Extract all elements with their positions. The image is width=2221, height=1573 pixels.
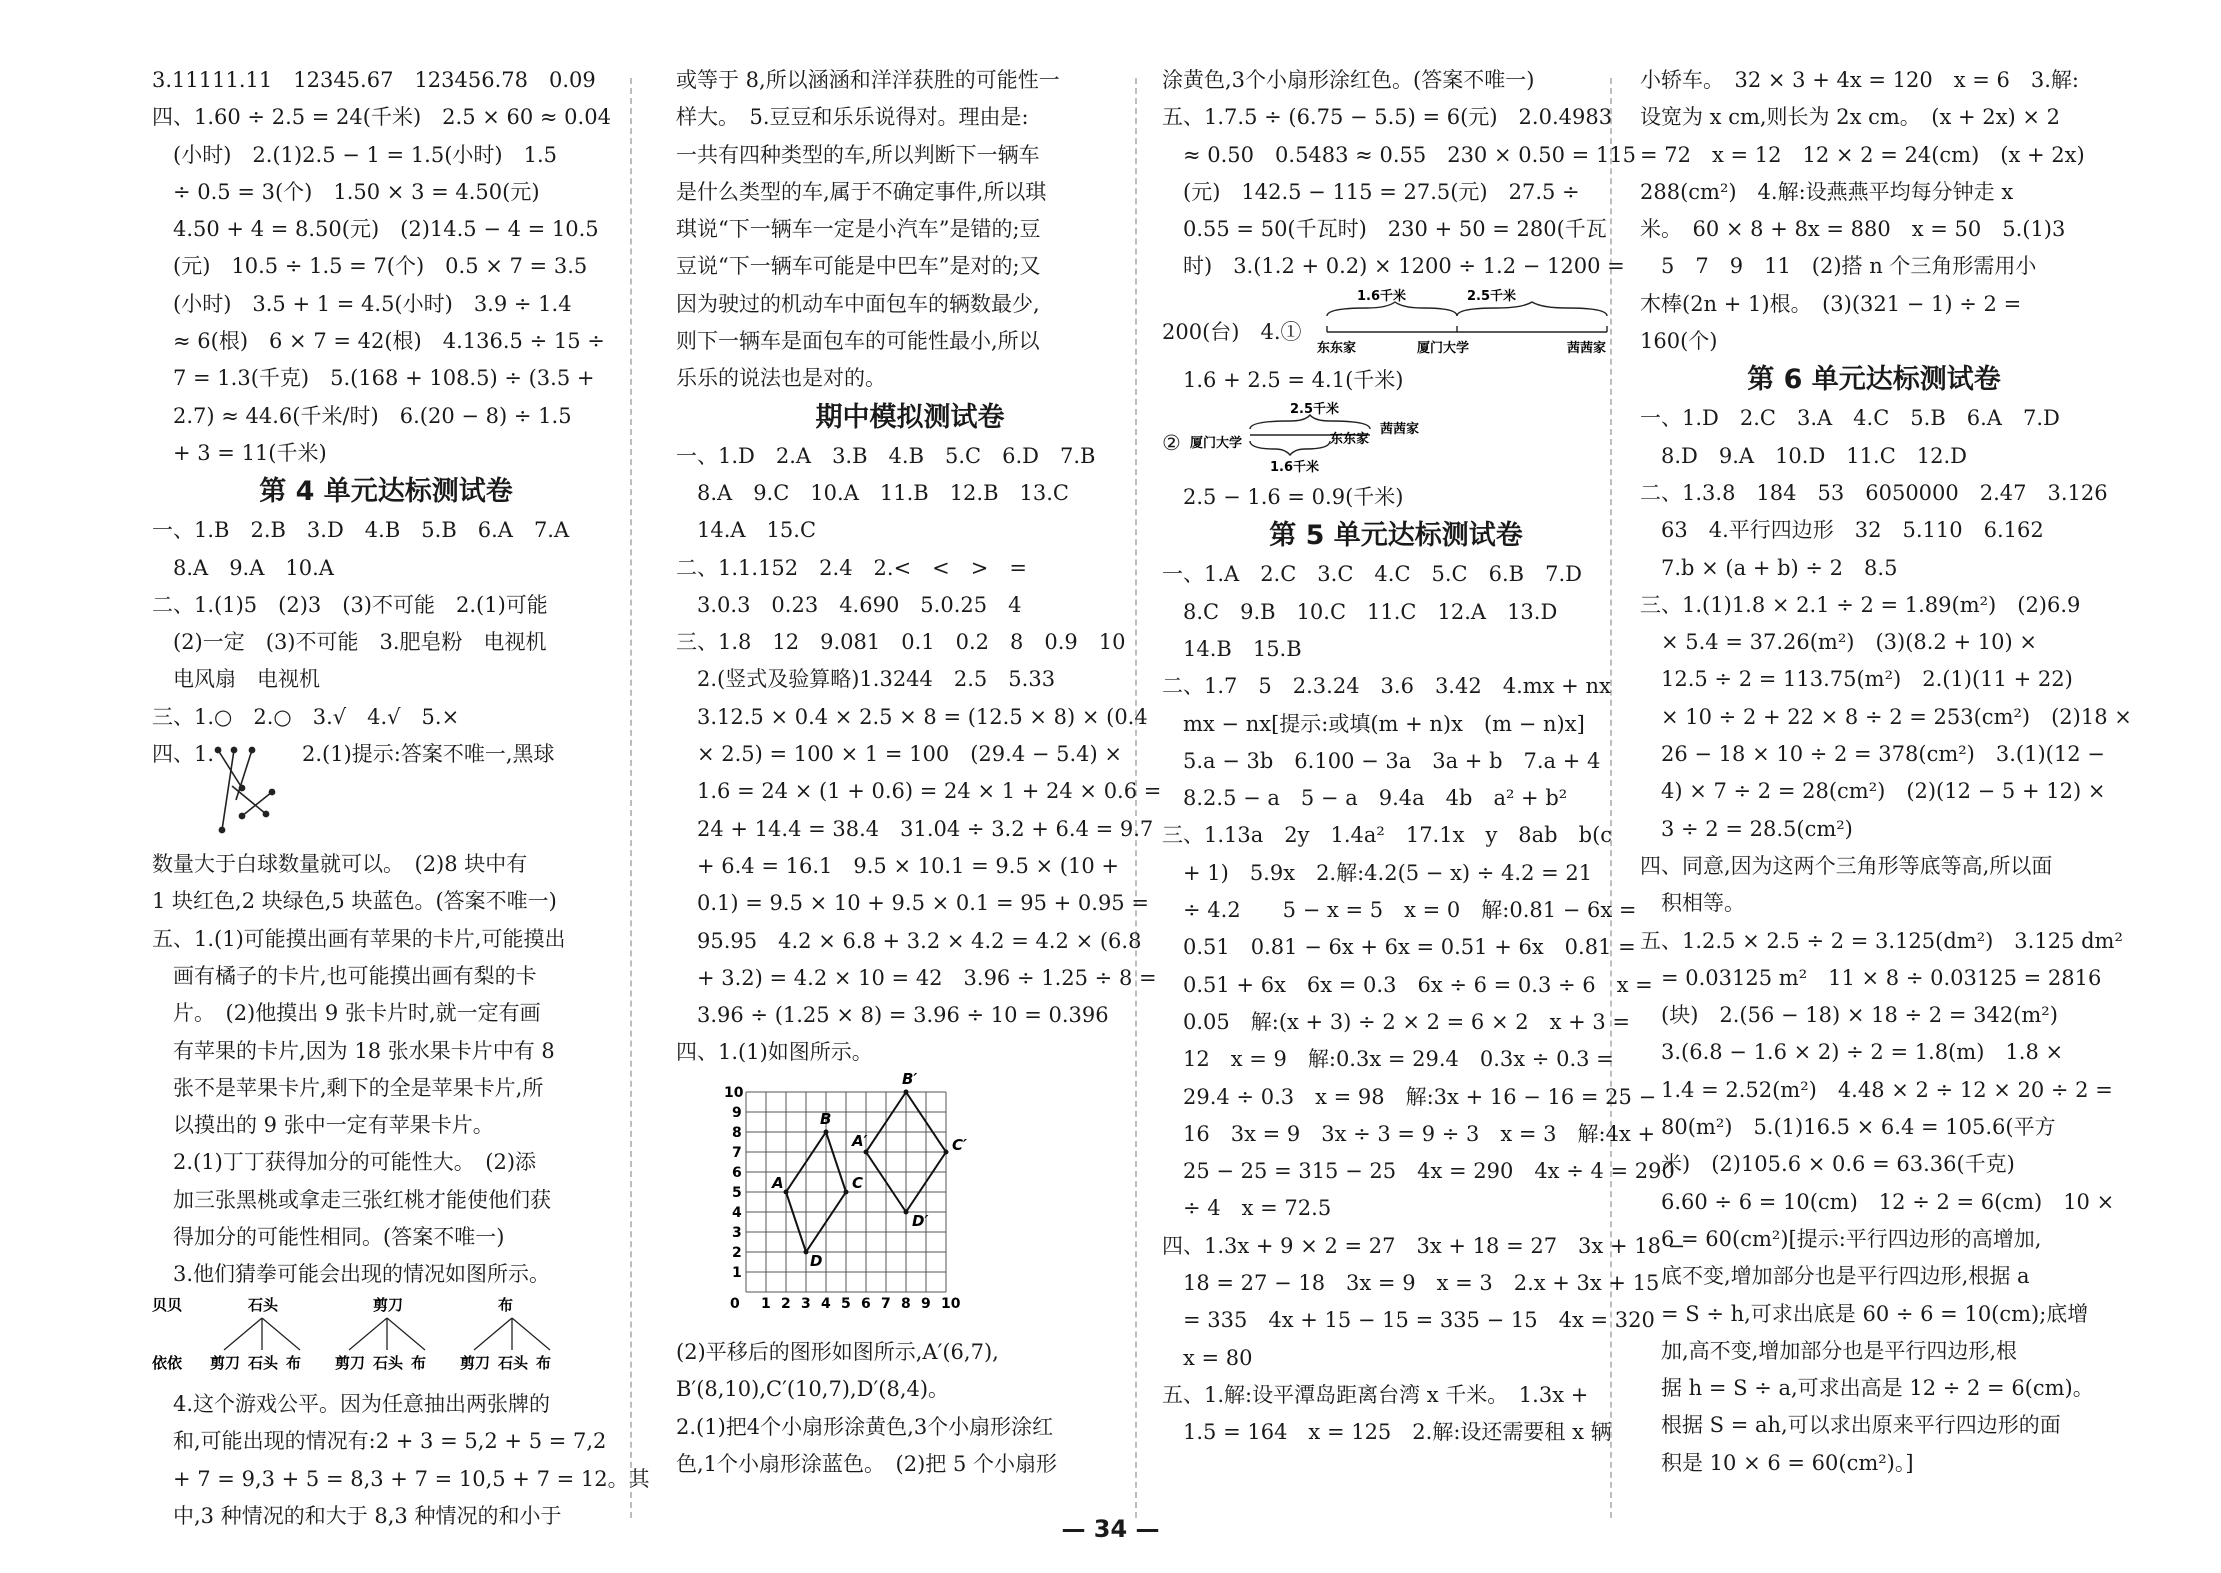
text-line: 1.4 = 2.52(m²) 4.48 × 2 ÷ 12 × 20 ÷ 2 = [1640,1077,2113,1102]
place-label: 厦门大学 [1417,340,1470,356]
text-line: 6 = 60(cm²)[提示:平行四边形的高增加, [1640,1226,2042,1251]
text-line: (小时) 3.5 + 1 = 4.5(小时) 3.9 ÷ 1.4 [152,291,572,316]
place-label: 东东家 [1330,432,1370,448]
tree-node: 石头 [248,1295,279,1314]
tree-leaf: 石头 [248,1353,279,1372]
text-line: 18 = 27 − 18 3x = 9 x = 3 2.x + 3x + 15 [1162,1271,1660,1296]
tree-branch [224,1318,262,1350]
line-group [676,438,1162,1072]
text-line: 8.A 9.C 10.A 11.B 12.B 13.C [676,480,1069,505]
x-tick-label: 1 [761,1295,771,1312]
answer-column-4 [1640,62,2132,1482]
text-line: 得加分的可能性相同。(答案不唯一) [152,1225,505,1250]
text-line: 数量大于白球数量就可以。 (2)8 块中有 [152,852,528,877]
text-line: (块) 2.(56 − 18) × 18 ÷ 2 = 342(m²) [1640,1003,2058,1028]
text-line: 1.5 = 164 x = 125 2.解:设还需要租 x 辆 [1162,1420,1612,1445]
text-line: (2)平移后的图形如图所示,A′(6,7), [676,1340,999,1365]
text-line: 二、1.3.8 184 53 6050000 2.47 3.126 [1640,480,2108,505]
text-line: 0.51 + 6x 6x = 0.3 6x ÷ 6 = 0.3 ÷ 6 x = [1162,972,1653,997]
page-number: — 34 — [1061,1515,1160,1543]
text-line: 0.55 = 50(千瓦时) 230 + 50 = 280(千瓦 [1162,217,1607,242]
text-line: 小轿车。 32 × 3 + 4x = 120 x = 6 3.解: [1640,68,2079,92]
line-group [152,512,620,736]
text-line: = 0.03125 m² 11 × 8 ÷ 0.03125 = 2816 [1640,965,2102,990]
tree-branch [349,1318,387,1350]
text-line: (小时) 2.(1)2.5 − 1 = 1.5(小时) 1.5 [152,142,557,167]
text-line: 或等于 8,所以涵涵和洋洋获胜的可能性一 [676,68,1060,92]
y-tick-label: 2 [732,1244,742,1261]
y-tick-label: 0 [730,1295,740,1312]
text-line: 四、1.60 ÷ 2.5 = 24(千米) 2.5 × 60 ≈ 0.04 [152,105,611,130]
text-line: 色,1个小扇形涂蓝色。 (2)把 5 个小扇形 [676,1451,1057,1476]
section-title-unit5: 第 5 单元达标测试卷 [1269,520,1523,552]
text-line: = 335 4x + 15 − 15 = 335 − 15 4x = 320 [1162,1308,1655,1333]
text-line: 五、1.2.5 × 2.5 ÷ 2 = 3.125(dm²) 3.125 dm² [1640,928,2123,953]
text-line: 一、1.A 2.C 3.C 4.C 5.C 6.B 7.D [1162,562,1582,587]
text-line: 底不变,增加部分也是平行四边形,根据 a [1640,1264,2030,1289]
text-line: ≈ 0.50 0.5483 ≈ 0.55 230 × 0.50 = 115 [1162,142,1637,167]
text-line: 以摸出的 9 张中一定有苹果卡片。 [152,1113,494,1138]
text-line: 加三张黑桃或拿走三张红桃才能使他们获 [152,1187,551,1212]
text-line: 7.b × (a + b) ÷ 2 8.5 [1640,555,1898,580]
text-line: 时) 3.(1.2 + 0.2) × 1200 ÷ 1.2 − 1200 = [1162,254,1625,279]
x-tick-label: 2 [781,1295,791,1312]
text-line: 加,高不变,增加部分也是平行四边形,根 [1640,1338,2018,1363]
text-line: 2.(1)把4个小扇形涂黄色,3个小扇形涂红 [676,1414,1054,1439]
tree-leaf: 石头 [373,1353,404,1372]
x-tick-label: 5 [841,1295,851,1312]
text-line: + 3 = 11(千米) [152,440,327,465]
text-line: 6.60 ÷ 6 = 10(cm) 12 ÷ 2 = 6(cm) 10 × [1640,1189,2115,1214]
x-tick-label: 10 [941,1295,961,1312]
text-line: mx − nx[提示:或填(m + n)x (m − n)x] [1162,711,1585,736]
text-line: 五、1.(1)可能摸出画有苹果的卡片,可能摸出 [152,926,566,951]
text-line: 五、1.7.5 ÷ (6.75 − 5.5) = 6(元) 2.0.4983 [1162,105,1613,130]
text-line: (元) 142.5 − 115 = 27.5(元) 27.5 ÷ [1162,179,1580,204]
text-line: 一、1.D 2.A 3.B 4.B 5.C 6.D 7.B [676,443,1096,468]
text-line: 5 7 9 11 (2)搭 n 个三角形需用小 [1640,254,2037,279]
text-line: + 6.4 = 16.1 9.5 × 10.1 = 9.5 × (10 + [676,853,1119,878]
text-line: × 2.5) = 100 × 1 = 100 (29.4 − 5.4) × [676,742,1122,767]
text-line: 14.B 15.B [1162,636,1302,661]
text-line: = 72 x = 12 12 × 2 = 24(cm) (x + 2x) [1640,142,2085,167]
text-line: 3.(6.8 − 1.6 × 2) ÷ 2 = 1.8(m) 1.8 × [1640,1040,2064,1065]
text-line: ÷ 4 x = 72.5 [1162,1196,1332,1221]
text-line: 5.a − 3b 6.100 − 3a 3a + b 7.a + 4 [1162,748,1601,773]
tree-leaf: 剪刀 [210,1353,241,1372]
text-line: 五、1.解:设平潭岛距离台湾 x 千米。 1.3x + [1162,1382,1589,1407]
text-line: 12.5 ÷ 2 = 113.75(m²) 2.(1)(11 + 22) [1640,667,2073,692]
answer-column-1 [152,62,650,1535]
column-divider [630,78,632,1518]
text-line: 2.5 − 1.6 = 0.9(千米) [1162,485,1404,510]
tree-branch [262,1318,300,1350]
text-line: 四、1.(1)如图所示。 [676,1040,873,1065]
section-title-unit6: 第 6 单元达标测试卷 [1747,364,2001,396]
text-line: 3.12.5 × 0.4 × 2.5 × 8 = (12.5 × 8) × (0.4 [676,704,1148,729]
tree-bottom-label: 依依 [152,1353,183,1372]
text-line: (元) 10.5 ÷ 1.5 = 7(个) 0.5 × 7 = 3.5 [152,254,588,279]
place-label: 茜茜家 [1380,422,1420,438]
text-line: 1.6 = 24 × (1 + 0.6) = 24 × 1 + 24 × 0.6 = [676,779,1162,804]
x-tick-label: 4 [821,1295,831,1312]
text-line: x = 80 [1162,1345,1253,1370]
fig2-prefix: ② [1162,431,1181,456]
text-line: 3.0.3 0.23 4.690 5.0.25 4 [676,592,1022,617]
text-line: 画有橘子的卡片,也可能摸出画有梨的卡 [152,963,537,988]
route-figure-2 [1162,399,1630,479]
text-line: × 10 ÷ 2 + 22 × 8 ÷ 2 = 253(cm²) (2)18 × [1640,704,2132,729]
line-group [1162,62,1637,286]
text-line: 80(m²) 5.(1)16.5 × 6.4 = 105.6(平方 [1640,1115,2056,1140]
y-tick-label: 7 [732,1144,742,1161]
q4-label: 四、1. [152,742,215,767]
tree-branch [474,1318,512,1350]
tree-top-label: 贝贝 [152,1295,183,1314]
text-line: 16 3x = 9 3x ÷ 3 = 9 ÷ 3 x = 3 解:4x + [1162,1121,1656,1146]
text-line: 三、1.○ 2.○ 3.√ 4.√ 5.× [152,704,460,729]
text-line: 中,3 种情况的和大于 8,3 种情况的和小于 [152,1503,562,1528]
y-tick-label: 3 [732,1224,742,1241]
line-group [676,62,1144,398]
text-line: 张不是苹果卡片,剩下的全是苹果卡片,所 [152,1075,544,1100]
text-line: 涂黄色,3个小扇形涂红色。(答案不唯一) [1162,68,1535,92]
text-line: 2.(1)丁丁获得加分的可能性大。 (2)添 [152,1150,537,1175]
text-line: 根据 S = ah,可以求出原来平行四边形的面 [1640,1413,2061,1438]
line-group [152,846,620,1294]
text-line: 24 + 14.4 = 38.4 31.04 ÷ 3.2 + 6.4 = 9.7 [676,816,1154,841]
vertex-label: B′ [902,1071,918,1088]
text-line: 4.这个游戏公平。因为任意抽出两张牌的 [152,1391,551,1416]
text-line: 豆说“下一辆车可能是中巴车”是对的;又 [676,254,1041,279]
text-line: 3 ÷ 2 = 28.5(cm²) [1640,816,1853,841]
text-line: 片。 (2)他摸出 9 张卡片时,就一定有画 [152,1001,541,1026]
text-line: 二、1.7 5 2.3.24 3.6 3.42 4.mx + nx [1162,674,1611,699]
text-line: 7 = 1.3(千克) 5.(168 + 108.5) ÷ (3.5 + [152,366,595,391]
text-line: 米) (2)105.6 × 0.6 = 63.36(千克) [1640,1152,2015,1177]
text-line: 积相等。 [1640,891,1745,916]
text-line: 4.50 + 4 = 8.50(元) (2)14.5 − 4 = 10.5 [152,217,599,242]
section-title-midterm: 期中模拟测试卷 [815,401,1005,433]
text-line: 琪说“下一辆车一定是小汽车”是错的;豆 [676,217,1041,242]
text-line: 8.D 9.A 10.D 11.C 12.D [1640,443,1968,468]
fig1-prefix: 200(台) 4.① [1162,319,1302,344]
vertex-label: C′ [952,1135,967,1154]
text-line: 29.4 ÷ 0.3 x = 98 解:3x + 16 − 16 = 25 − [1162,1084,1657,1109]
distance-label: 1.6千米 [1357,288,1407,304]
vertex-label: D′ [912,1211,929,1230]
text-line: 一、1.D 2.C 3.A 4.C 5.B 6.A 7.D [1640,406,2060,431]
vertex-point [824,1129,829,1134]
vertex-point [904,1089,909,1094]
tree-branch [512,1318,550,1350]
vertex-point [904,1209,909,1214]
vertex-point [804,1249,809,1254]
line-group [1640,62,2108,360]
q4-block [152,736,620,846]
text-line: 木棒(2n + 1)根。 (3)(321 − 1) ÷ 2 = [1640,291,2022,316]
y-tick-label: 8 [732,1124,742,1141]
text-line: 4) × 7 ÷ 2 = 28(cm²) (2)(12 − 5 + 12) × [1640,779,2106,804]
route-figure-1 [1162,286,1630,362]
text-line: 63 4.平行四边形 32 5.110 6.162 [1640,518,2044,543]
text-line: 25 − 25 = 315 − 25 4x = 290 4x ÷ 4 = 290 [1162,1159,1675,1184]
text-line: 电风扇 电视机 [152,667,320,692]
vertex-label: A′ [852,1131,868,1150]
text-line: 2.7) ≈ 44.6(千米/时) 6.(20 − 8) ÷ 1.5 [152,403,572,428]
y-tick-label: 1 [732,1264,742,1281]
text-line: 一、1.B 2.B 3.D 4.B 5.B 6.A 7.A [152,518,570,543]
tree-leaf: 布 [411,1353,427,1372]
matching-lines-figure [212,744,282,836]
text-line: 样大。 5.豆豆和乐乐说得对。理由是: [676,105,1029,130]
place-label: 厦门大学 [1190,436,1243,452]
tree-leaf: 剪刀 [460,1353,491,1372]
distance-label: 2.5千米 [1467,288,1517,304]
text-line: 160(个) [1640,329,1718,354]
text-line: 0.1) = 9.5 × 10 + 9.5 × 0.1 = 95 + 0.95 = [676,891,1149,916]
y-tick-label: 10 [724,1084,744,1101]
tree-leaf: 石头 [498,1353,529,1372]
x-tick-label: 6 [861,1295,871,1312]
text-line: 三、1.8 12 9.081 0.1 0.2 8 0.9 10 [676,630,1126,655]
text-line: 和,可能出现的情况有:2 + 3 = 5,2 + 5 = 7,2 [152,1429,607,1454]
vertex-label: B [820,1109,832,1128]
text-line: + 7 = 9,3 + 5 = 8,3 + 7 = 10,5 + 7 = 12。其 [152,1466,650,1491]
text-line: × 5.4 = 37.26(m²) (3)(8.2 + 10) × [1640,630,2037,655]
tree-leaf: 布 [286,1353,302,1372]
text-line: 0.05 解:(x + 3) ÷ 2 × 2 = 6 × 2 x + 3 = [1162,1009,1631,1034]
x-tick-label: 8 [901,1295,911,1312]
vertex-label: C [852,1173,864,1192]
vertex-label: D [810,1251,823,1270]
text-line: + 1) 5.9x 2.解:4.2(5 − x) ÷ 4.2 = 21 [1162,860,1593,885]
tree-branch [387,1318,425,1350]
text-line: ≈ 6(根) 6 × 7 = 42(根) 4.136.5 ÷ 15 ÷ [152,329,605,354]
line-group [1162,556,1686,1451]
text-line: 8.C 9.B 10.C 11.C 12.A 13.D [1162,599,1558,624]
text-line: 二、1.(1)5 (2)3 (3)不可能 2.(1)可能 [152,592,548,617]
vertex-point [864,1149,869,1154]
y-tick-label: 4 [732,1204,742,1221]
text-line: 则下一辆车是面包车的可能性最小,所以 [676,329,1040,354]
text-line: 26 − 18 × 10 ÷ 2 = 378(cm²) 3.(1)(12 − [1640,742,2105,767]
text-line: 2.(竖式及验算略)1.3244 2.5 5.33 [676,667,1056,692]
text-line: ÷ 4.2 5 − x = 5 x = 0 解:0.81 − 6x = [1162,898,1637,923]
route-braces [1327,302,1607,332]
text-line: ÷ 0.5 = 3(个) 1.50 × 3 = 4.50(元) [152,179,540,204]
y-tick-label: 6 [732,1164,742,1181]
line-group [1640,400,2132,1482]
text-line: 0.51 0.81 − 6x + 6x = 0.51 + 6x 0.81 = [1162,935,1636,960]
line-group [152,1386,650,1535]
text-line: 四、1.3x + 9 × 2 = 27 3x + 18 = 27 3x + 18 − [1162,1233,1686,1258]
text-line: 14.A 15.C [676,518,817,543]
place-label: 茜茜家 [1567,340,1607,356]
y-tick-label: 5 [732,1184,742,1201]
tree-node: 剪刀 [373,1295,404,1314]
text-line: 是什么类型的车,属于不确定事件,所以琪 [676,179,1047,204]
tree-leaf: 布 [536,1353,552,1372]
vertex-point [944,1149,949,1154]
text-line: 一共有四种类型的车,所以判断下一辆车 [676,142,1040,167]
text-line: 12 x = 9 解:0.3x = 29.4 0.3x ÷ 0.3 = [1162,1047,1614,1072]
guessing-tree-diagram [152,1294,592,1374]
vertex-point [784,1189,789,1194]
text-line: 288(cm²) 4.解:设燕燕平均每分钟走 x [1640,179,2014,204]
text-line: 1.6 + 2.5 = 4.1(千米) [1162,367,1404,392]
line-group [676,1334,1144,1483]
text-line: 因为驶过的机动车中面包车的辆数最少, [676,291,1040,316]
vertex-point [844,1189,849,1194]
distance-label: 1.6千米 [1270,460,1320,476]
text-line: (2)一定 (3)不可能 3.肥皂粉 电视机 [152,630,547,655]
x-tick-label: 9 [921,1295,931,1312]
x-tick-label: 3 [801,1295,811,1312]
text-line: 四、同意,因为这两个三角形等底等高,所以面 [1640,853,2053,878]
x-tick-label: 7 [881,1295,891,1312]
tree-node: 布 [498,1295,514,1314]
text-line: 三、1.(1)1.8 × 2.1 ÷ 2 = 1.89(m²) (2)6.9 [1640,592,2081,617]
text-line: 乐乐的说法也是对的。 [676,366,886,391]
text-line: + 3.2) = 4.2 × 10 = 42 3.96 ÷ 1.25 ÷ 8 = [676,965,1157,990]
text-line: 3.他们猜拳可能会出现的情况如图所示。 [152,1262,551,1287]
text-line: = S ÷ h,可求出底是 60 ÷ 6 = 10(cm);底增 [1640,1301,2089,1326]
text-line: B′(8,10),C′(10,7),D′(8,4)。 [676,1377,950,1402]
distance-label: 2.5千米 [1290,402,1340,418]
text-line: 3.96 ÷ (1.25 × 8) = 3.96 ÷ 10 = 0.396 [676,1003,1109,1028]
text-line: 设宽为 x cm,则长为 2x cm。 (x + 2x) × 2 [1640,105,2060,130]
text-line: 据 h = S ÷ a,可求出高是 12 ÷ 2 = 6(cm)。 [1640,1376,2094,1401]
text-line: 有苹果的卡片,因为 18 张水果卡片中有 8 [152,1038,555,1063]
text-line: 三、1.13a 2y 1.4a² 17.1x y 8ab b(c [1162,823,1613,848]
text-line: 8.2.5 − a 5 − a 9.4a 4b a² + b² [1162,786,1568,811]
place-label: 东东家 [1317,340,1357,356]
section-title-unit4: 第 4 单元达标测试卷 [259,476,513,508]
text-line: 米。 60 × 8 + 8x = 880 x = 50 5.(1)3 [1640,217,2066,242]
text-line: 8.A 9.A 10.A [152,555,334,580]
tree-leaf: 剪刀 [335,1353,366,1372]
y-tick-label: 9 [732,1104,742,1121]
text-line: 1 块红色,2 块绿色,5 块蓝色。(答案不唯一) [152,889,557,914]
text-line: 95.95 4.2 × 6.8 + 3.2 × 4.2 = 4.2 × (6.8 [676,928,1142,953]
text-line: 3.11111.11 12345.67 123456.78 0.09 [152,68,596,92]
coordinate-grid-chart [676,1072,1144,1322]
text-line: 二、1.1.152 2.4 2.< < > = [676,555,1027,580]
text-line: 积是 10 × 6 = 60(cm²)。] [1640,1450,1914,1475]
q4-hint: 2.(1)提示:答案不唯一,黑球 [302,742,555,767]
line-group [152,62,620,472]
answer-column-2 [676,62,1162,1483]
vertex-label: A [772,1173,784,1192]
